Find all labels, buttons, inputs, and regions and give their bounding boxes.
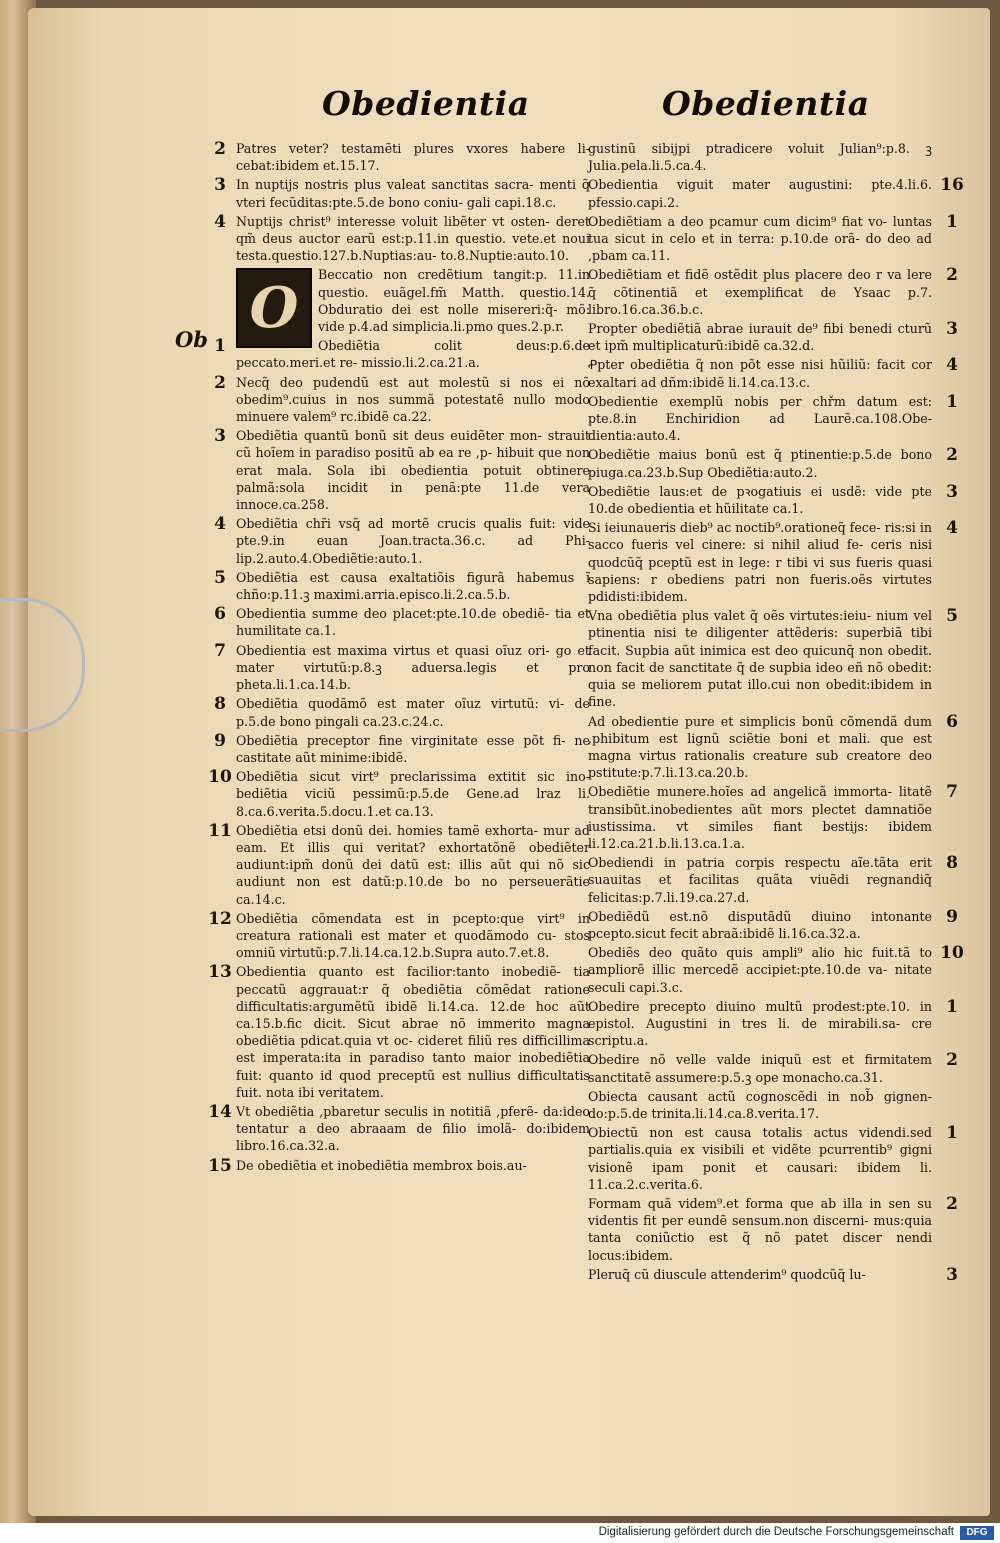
index-entry xyxy=(586,1088,970,1122)
footer xyxy=(0,1523,1000,1543)
index-entry xyxy=(586,783,970,852)
index-entry xyxy=(196,140,590,174)
index-entry xyxy=(586,140,970,174)
index-entry xyxy=(586,713,970,782)
entry-number: 9 xyxy=(946,906,958,927)
entry-text: Obedientie exemplũ nobis per chřm datum est: pte.8.in Enchiridion ad Laurẽ.ca.108.Obe- dientia:auto.4. xyxy=(588,393,932,444)
index-entry xyxy=(586,998,970,1050)
entry-text: Obedientia summe deo placet:pte.10.de obediẽ- tia et humilitate ca.1. xyxy=(236,606,590,639)
entry-text: Obediẽdũ est.nõ disputãdũ diuino intonante pcepto.sicut fecit abraã:ibidẽ li.16.ca.32.a. xyxy=(588,908,932,941)
entry-number: 10 xyxy=(940,943,964,964)
index-entry xyxy=(196,1157,590,1174)
index-entry xyxy=(586,356,970,390)
entry-number: 16 xyxy=(940,175,964,196)
entry-number: 1 xyxy=(214,336,226,357)
index-entry xyxy=(196,822,590,908)
entry-number: 4 xyxy=(214,211,226,232)
index-entry xyxy=(196,266,590,341)
index-entry xyxy=(196,213,590,265)
entry-text: Ad obedientie pure et simplicis bonũ cõmendã dum ,phibitum est lignũ sciẽtie boni et mali. que est magna virtus rationalis creature sub creatore deo pstitute:p.7.li.13.ca.20.b. xyxy=(588,713,932,781)
dfg-logo: DFG xyxy=(960,1526,994,1540)
entry-text: Obiecta causant actũ cognoscẽdi in nob̃ gignen- do:p.5.de trinita.li.14.ca.8.verita.17. xyxy=(588,1088,932,1121)
index-entry xyxy=(196,642,590,694)
entry-text: Nuptijs christ⁹ interesse voluit libẽter vt osten- deret qm̃ deus auctor earũ est:p.11.in questio. vete.et noui testa.questio.127.b.Nuptias:au- to.8.Nuptie:auto.10. xyxy=(236,213,590,264)
entry-text: Beccatio non credẽtium tangit:p. 11.in questio. euãgel.fm̃ Matth. questio.14. Obduratio dei est nolle misereri:q̃- mõ: vide p.4.ad simplicia.li.pmo ques.2.p.r. xyxy=(318,267,590,335)
entry-number: 2 xyxy=(946,265,958,286)
index-entry xyxy=(586,176,970,210)
entry-number: 5 xyxy=(214,567,226,588)
entry-text: Obediẽtia quantũ bonũ sit deus euidẽter mon- strauit cũ hoĩem in paradiso positũ ab ea re ,p- hibuit que non erat mala. Sola ibi obedientia potuit obtinere palmã:sola incidit in penã:pte 11.de vera innoce.ca.258. xyxy=(236,428,590,513)
entry-text: Obiectũ non est causa totalis actus videndi.sed partialis.quia ex visibili et vidẽte pcurrentib⁹ gigni visionẽ ipam ponit et causari: ibidem li. 11.ca.2.c.verita.6. xyxy=(588,1125,932,1192)
entry-text: Obediẽtie munere.hoĩes ad angelicã immorta- litatẽ transibũt.inobedientes aũt mors plectet damnatiõe iustissima. vt similes fiant bestijs: ibidem li.12.ca.21.b.li.13.ca.1.a. xyxy=(588,784,932,851)
index-entry xyxy=(586,1051,970,1085)
running-head-right: Obedientia xyxy=(662,84,870,123)
footer-credit: Digitalisierung gefördert durch die Deutsche Forschungsgemeinschaft xyxy=(598,1526,954,1538)
entry-number: 14 xyxy=(208,1101,232,1122)
entry-text: Obediẽtia cõmendata est in pcepto:que virt⁹ in creatura rationali est mater et quodãmodo cu- stos omniũ virtutũ:p.7.li.14.ca.12.b.Supra auto.7.et.8. xyxy=(236,910,590,961)
entry-text: In nuptijs nostris plus valeat sanctitas sacra- menti q̃ vteri fecũditas:pte.5.de bono coniu- gali capi.18.c. xyxy=(236,177,590,210)
entry-text: Obediendi in patria corpis respectu aĩe.tãta erit suauitas et facilitas quãta viuẽdi regnandiq̃ felicitas:p.7.li.19.ca.27.d. xyxy=(588,855,932,905)
entry-number: 1 xyxy=(946,391,958,412)
entry-text: Si ieiunaueris dieb⁹ ac noctib⁹.orationeq̃ fece- ris:si in sacco fueris vel cinere: si nihil aliud fe- ceris nisi quodcũq̃ pceptũ est in lege: r tibi vi sus fueris quasi sapiens: r obediens patri non fueris.oẽs virtutes pdidisti:ibidem. xyxy=(588,520,932,605)
entry-number: 6 xyxy=(214,604,226,625)
entry-number: 5 xyxy=(946,606,958,627)
index-entry xyxy=(586,213,970,265)
index-entry xyxy=(196,337,590,371)
entry-text: gustinũ sibijpi ptradicere voluit Julian⁹:p.8. ꝫ Julia.pela.li.5.ca.4. xyxy=(588,141,932,174)
index-entry xyxy=(586,393,970,445)
entry-number: 6 xyxy=(946,711,958,732)
index-entry xyxy=(586,320,970,354)
index-entry xyxy=(586,483,970,517)
entry-number: 2 xyxy=(946,1193,958,1214)
entry-text: Obediẽtia quodãmõ est mater oĩuz virtutũ: vi- de p.5.de bono pingali ca.23.c.24.c. xyxy=(236,696,590,729)
entry-text: Obediẽtia est causa exaltatiõis figurã habemus ĩ chño:p.11.ꝫ maximi.arria.episco.li.2.ca.5.b. xyxy=(236,569,590,603)
index-entry xyxy=(196,910,590,962)
index-entry xyxy=(196,515,590,567)
index-entry xyxy=(586,944,970,996)
entry-text: Obediẽtia sicut virt⁹ preclarissima extitit sic ino- bediẽtia viciũ pessimũ:p.5.de Gene.ad lraz li. 8.ca.6.verita.5.docu.1.et ca.13. xyxy=(236,769,590,819)
index-entry xyxy=(586,1195,970,1264)
index-entry xyxy=(196,374,590,426)
entry-number: 3 xyxy=(946,1264,958,1285)
entry-text: Patres veter? testamẽti plures vxores habere li- cebat:ibidem et.15.17. xyxy=(236,141,590,174)
entry-number: 3 xyxy=(946,319,958,340)
entry-number: 15 xyxy=(208,1155,232,1176)
index-entry xyxy=(586,1124,970,1193)
initial-letter: O xyxy=(249,274,299,341)
entry-text: Obedientia est maxima virtus et quasi oĩuz ori- go et mater virtutũ:p.8.ꝫ aduersa.legis et pro pheta.li.1.ca.14.b. xyxy=(236,642,590,693)
entry-text: Obediẽtie laus:et de pꝛogatiuis ei usdẽ: vide pte 10.de obedientia et hũilitate ca.1. xyxy=(588,483,932,517)
entry-number: 9 xyxy=(214,730,226,751)
index-entry xyxy=(196,569,590,603)
index-entry xyxy=(586,854,970,906)
entry-text: Vt obediẽtia ,pbaretur seculis in notitiã ,pferẽ- da:ideo tentatur a deo abraaam de filio imolã- do:ibidem libro.16.ca.32.a. xyxy=(236,1103,590,1154)
entry-number: 8 xyxy=(946,853,958,874)
entry-number: 2 xyxy=(214,372,226,393)
entry-number: 2 xyxy=(946,445,958,466)
entry-number: 2 xyxy=(214,139,226,159)
entry-text: Propter obediẽtiã abrae iurauit de⁹ fibi benedi cturũ et ipm̃ multiplicaturũ:ibidẽ ca.32.d. xyxy=(588,321,932,354)
entry-number: 1 xyxy=(946,211,958,232)
entry-text: Obediẽtie maius bonũ est q̃ ptinentie:p.5.de bono piuga.ca.23.b.Sup Obediẽtia:auto.2. xyxy=(588,447,932,480)
index-entry xyxy=(196,427,590,513)
index-entry xyxy=(586,266,970,318)
entry-number: 4 xyxy=(946,355,958,376)
index-entry xyxy=(196,176,590,210)
entry-text: Obediẽs deo quãto quis ampli⁹ alio hic fuit.tã to ampliorẽ illic mercedẽ accipiet:pte.10.de va- nitate seculi capi.3.c. xyxy=(588,945,932,995)
index-entry xyxy=(586,519,970,605)
index-entry xyxy=(196,1103,590,1155)
entry-text: Formam quã videm⁹.et forma que ab illa in sen su videntis fit per eundẽ sensum.non discerni- mus:quia tanta coniũctio est q̃ nõ patet discer nendi locus:ibidem. xyxy=(588,1195,932,1263)
entry-number: 11 xyxy=(208,820,232,841)
entry-text: Obediẽtia chr̃i vsq̃ ad mortẽ crucis qualis fuit: vide pte.9.in euan Joan.tracta.36.c. ad Phi- lip.2.auto.4.Obediẽtie:auto.1. xyxy=(236,516,590,566)
entry-text: Obediẽtiam et fidẽ ostẽdit plus placere deo r va lere q̃ cõtinentiã et exemplificat de Ysaac p.7. libro.16.ca.36.b.c. xyxy=(588,267,932,317)
entry-number: 7 xyxy=(946,782,958,803)
right-column xyxy=(586,140,970,1285)
index-entry xyxy=(196,768,590,820)
entry-text: Ꝓpter obediẽtia q̃ non põt esse nisi hũiliũ: facit cor exaltari ad dñm:ibidẽ li.14.ca.13.c. xyxy=(588,357,932,390)
index-entry xyxy=(586,1266,970,1283)
entry-text: Obedientia viguit mater augustini: pte.4.li.6. pfessio.capi.2. xyxy=(588,177,932,210)
left-column xyxy=(196,140,590,1176)
index-entry xyxy=(196,605,590,639)
entry-number: 1 xyxy=(946,1123,958,1144)
entry-number: 8 xyxy=(214,694,226,715)
entry-number: 10 xyxy=(208,767,232,788)
entry-text: Obedire precepto diuino multũ prodest:pte.10. in epistol. Augustini in tres li. de mirabili.sa- cre scriptu.a. xyxy=(588,998,932,1049)
index-entry xyxy=(196,732,590,766)
index-entry xyxy=(196,963,590,1101)
index-entry xyxy=(586,446,970,480)
entry-text: Obediẽtia etsi donũ dei. homies tamẽ exhorta- mur ad eam. Et illis qui veritat? exhortatõnẽ obediẽter audiunt:ipm̃ donũ dei datũ est: illis aũt qui nõ sic audiunt non est datũ:p.10.de bo no perseuerãtie ca.14.c. xyxy=(236,822,590,907)
entry-text: De obediẽtia et inobediẽtia membrox bois.au- xyxy=(236,1157,527,1173)
index-entry xyxy=(586,908,970,942)
entry-text: Obediẽtia preceptor fine virginitate esse põt fi- ne castitate aũt minime:ibidẽ. xyxy=(236,732,590,765)
entry-number: 13 xyxy=(208,962,232,983)
entry-text: Necq̃ deo pudendũ est aut molestũ si nos ei nõ obedim⁹.cuius in nos summã potestatẽ nullo modo minuere valem⁹ rc.ibidẽ ca.22. xyxy=(236,374,590,425)
entry-number: 1 xyxy=(946,996,958,1017)
entry-text: Pleruq̃ cũ diuscule attenderim⁹ quodcũq̃ lu- xyxy=(588,1266,866,1282)
entry-number: 3 xyxy=(214,426,226,447)
running-head-left: Obedientia xyxy=(322,84,530,123)
entry-text: Obedientia quanto est facilior:tanto inobediẽ- tia peccatũ aggrauat:r q̃ obediẽtia cõmẽdat ratione difficultatis:argumẽtũ ibidẽ li.14.ca. 12.de hoc aũt ca.15.b.fic dicit. Sicut abrae nõ immerito magna obediẽtia pdicat.quia vt oc- cideret filiũ res difficillima est imperata:ita in paradiso tanto maior inobediẽtia fuit: quanto id quod preceptũ est nullius difficultatis fuit. nota ibi veritatem. xyxy=(236,964,590,1100)
entry-number: 7 xyxy=(214,640,226,661)
entry-text: Obediẽtiam a deo pcamur cum dicim⁹ fiat vo- luntas tua sicut in celo et in terra: p.10.de orã- do deo ad ,pbam ca.11. xyxy=(588,213,932,264)
index-entry xyxy=(586,607,970,710)
margin-note: Ob xyxy=(175,327,208,352)
index-entry xyxy=(196,695,590,729)
entry-number: 3 xyxy=(214,175,226,196)
entry-number: 2 xyxy=(946,1050,958,1071)
entry-number: 4 xyxy=(214,514,226,535)
entry-text: Obedire nõ velle valde iniquũ est et firmitatem sanctitatẽ assumere:p.5.ꝫ ope monacho.ca.31. xyxy=(588,1052,932,1085)
entry-text: Vna obediẽtia plus valet q̃ oẽs virtutes:ieiu- nium vel ptinentia nisi te diligenter attẽderis: superbiã tibi facit. Supbia aũt inimica est deo quicunq̃ non obedit. non facit de sanctitate q̃ de supbia ideo eñ nõ obedit: quia se meliorem putat illo.cui non obedit:ibidem in fine. xyxy=(588,608,932,710)
entry-number: 12 xyxy=(208,908,232,929)
entry-number: 4 xyxy=(946,518,958,539)
entry-number: 3 xyxy=(946,481,958,502)
entry-text: Obediẽtia colit deus:p.6.de peccato.meri.et re- missio.li.2.ca.21.a. xyxy=(236,338,590,371)
